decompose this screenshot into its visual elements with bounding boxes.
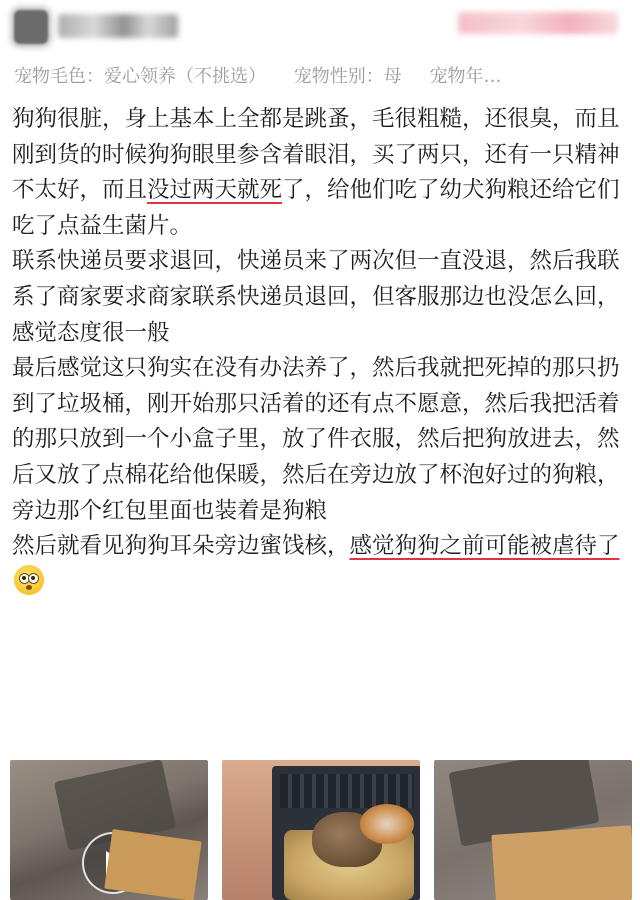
- puppy-shape: [360, 804, 414, 844]
- attr-color: 宠物毛色：爱心领养（不挑选）: [14, 66, 266, 87]
- photo-grid: [10, 760, 632, 900]
- paragraph-3: [12, 351, 626, 529]
- underlined-text: 感觉狗狗之前可能被虐待了: [349, 533, 620, 560]
- timestamp-blurred: [458, 12, 618, 34]
- flushed-face-icon: [14, 565, 44, 595]
- paragraph-2: [12, 244, 626, 351]
- attr-gender: 宠物性别：母: [293, 66, 402, 87]
- photo-box-on-floor[interactable]: [434, 760, 632, 900]
- pet-attributes: [14, 62, 628, 88]
- photo-puppies-in-crate[interactable]: [222, 760, 420, 900]
- post-body: [12, 102, 626, 600]
- paragraph-4: [12, 529, 626, 600]
- play-icon[interactable]: [82, 832, 144, 894]
- attr-age: 宠物年…: [429, 66, 502, 87]
- text-segment: 最后感觉这只狗实在没有办法养了，然后我就把死掉的那只扔到了垃圾桶，刚开始那只活着的还有点不愿意，然后我把活着的那只放到一个小盒子里，放了件衣服，然后把狗放进去，然后又放了点棉花给他保暖，然后在旁边放了杯泡好过的狗粮，旁边那个红包里面也装着是狗粮: [12, 355, 620, 524]
- text-segment: 了，给他们吃了幼犬狗粮还给它们吃了点益生菌片。: [12, 177, 620, 239]
- text-segment: 联系快递员要求退回，快递员来了两次但一直没退，然后我联系了商家要求商家联系快递员退回，但客服那边也没怎么回，感觉态度很一般: [12, 248, 620, 346]
- username-blurred[interactable]: [58, 14, 178, 38]
- underlined-text: 没过两天就死: [147, 177, 283, 204]
- post-header: [0, 0, 640, 52]
- text-segment: 然后就看见狗狗耳朵旁边蜜饯核，: [12, 533, 350, 560]
- user-avatar-blurred[interactable]: [14, 10, 48, 44]
- text-segment: 狗狗很脏，身上基本上全都是跳蚤，毛很粗糙，还很臭，而且刚到货的时候狗狗眼里参含着眼泪，买了两只，还有一只精神不太好，而且: [12, 106, 620, 204]
- paragraph-1: [12, 102, 626, 244]
- photo-video-thumbnail[interactable]: [10, 760, 208, 900]
